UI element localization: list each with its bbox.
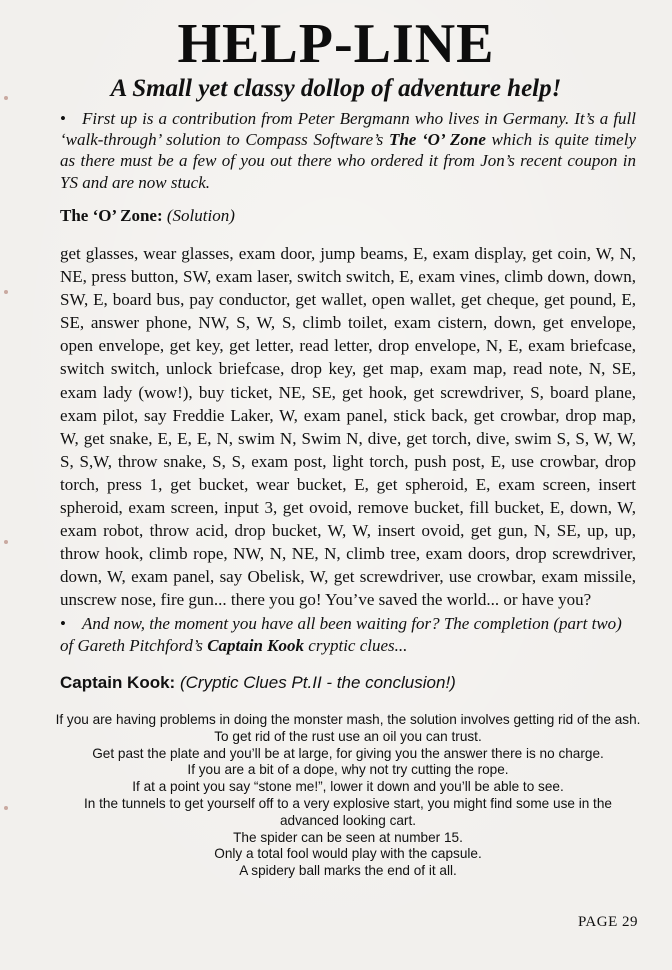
bullet: • <box>60 614 66 633</box>
clue-item: If you are a bit of a dope, why not try cutting the rope. <box>187 762 509 778</box>
clue-item: If at a point you say “stone me!”, lower it down and you’ll be able to see. <box>132 779 564 795</box>
binding-hole <box>4 540 8 544</box>
intro-game-name: The ‘O’ Zone <box>388 130 486 150</box>
kook-intro-game-name: Captain Kook <box>207 636 305 655</box>
o-zone-solution: get glasses, wear glasses, exam door, jump beams, E, exam display, get coin, W, N, NE, press button, SW, exam laser, switch switch, E, exam vines, climb down, down, SW, E, board bus, pay conductor, get wallet, open wallet, get cheque, get pound, E, SE, answer phone, NW, S, W, S, climb toilet, exam cistern, down, get envelope, open envelope, get key, get letter, read letter, drop envelope, N, E, exam briefcase, switch switch, unlock briefcase, drop key, get map, exam map, read note, N, SE, exam lady (wow!), buy ticket, NE, SE, get hook, get screwdriver, S, board plane, exam pilot, say Freddie Laker, W, exam panel, stick back, get crowbar, drop map, W, get snake, E, E, E, N, swim N, Swim N, dive, get torch, dive, swim S, S, W, W, S, S,W, throw snake, S, S, exam post, light torch, push post, E, use crowbar, drop torch, press 1, get bucket, wear bucket, E, get spheroid, E, exam screen, insert spheroid, exam screen, input 3, get ovoid, remove bucket, fill bucket, E, down, W, exam robot, throw acid, drop bucket, W, W, insert ovoid, get gun, N, SE, up, up, throw hook, climb rope, NW, N, NE, N, climb tree, exam doors, drop screwdriver, down, W, exam panel, say Obelisk, W, get screwdriver, use crowbar, exam missile, unscrew nose, fire gun... there you go! You’ve saved the world... or have you? <box>60 244 636 610</box>
o-zone-heading-label: The ‘O’ Zone: <box>60 206 163 225</box>
kook-intro-text: And now, the moment you have all been waiting for? The completion (part two) of Gareth Pitchford’s <box>60 614 622 655</box>
intro-paragraph <box>60 108 636 193</box>
kook-clue-list <box>55 712 641 880</box>
clue-item: Get past the plate and you’ll be at large, for giving you the answer there is no charge. <box>92 745 604 761</box>
page-subtitle: A Small yet classy dollop of adventure help! <box>110 75 562 102</box>
clue-item: A spidery ball marks the end of it all. <box>239 863 457 879</box>
intro-text: First up is a contribution from Peter Bergmann who lives in Germany. It’s a full ‘walk-through’ solution to Compass Software’s <box>60 109 636 150</box>
clue-item: To get rid of the rust use an oil you can trust. <box>214 728 482 744</box>
o-zone-heading-note: (Solution) <box>166 206 235 225</box>
kook-intro-paragraph <box>60 613 636 657</box>
clue-item: The spider can be seen at number 15. <box>233 829 463 845</box>
clue-item: If you are having problems in doing the monster mash, the solution involves getting rid of the ash. <box>55 712 641 727</box>
kook-intro-text-end: cryptic clues... <box>304 636 408 655</box>
binding-hole <box>4 290 8 294</box>
clue-item: Only a total fool would play with the capsule. <box>214 846 482 862</box>
clue-item: In the tunnels to get yourself off to a very explosive start, you might find some use in the advanced looking cart. <box>84 795 612 828</box>
bullet: • <box>60 109 66 128</box>
kook-heading-note: (Cryptic Clues Pt.II - the conclusion!) <box>179 673 456 692</box>
intro-text-end: which is quite timely as there must be a few of you out there who ordered it from Jon’s recent coupon in YS and are now stuck. <box>60 130 636 192</box>
page-title: HELP-LINE <box>177 13 495 75</box>
binding-hole <box>4 806 8 810</box>
o-zone-heading <box>60 205 235 227</box>
kook-heading-label: Captain Kook: <box>60 673 176 692</box>
page-number: PAGE 29 <box>577 914 638 930</box>
kook-heading <box>60 672 456 694</box>
